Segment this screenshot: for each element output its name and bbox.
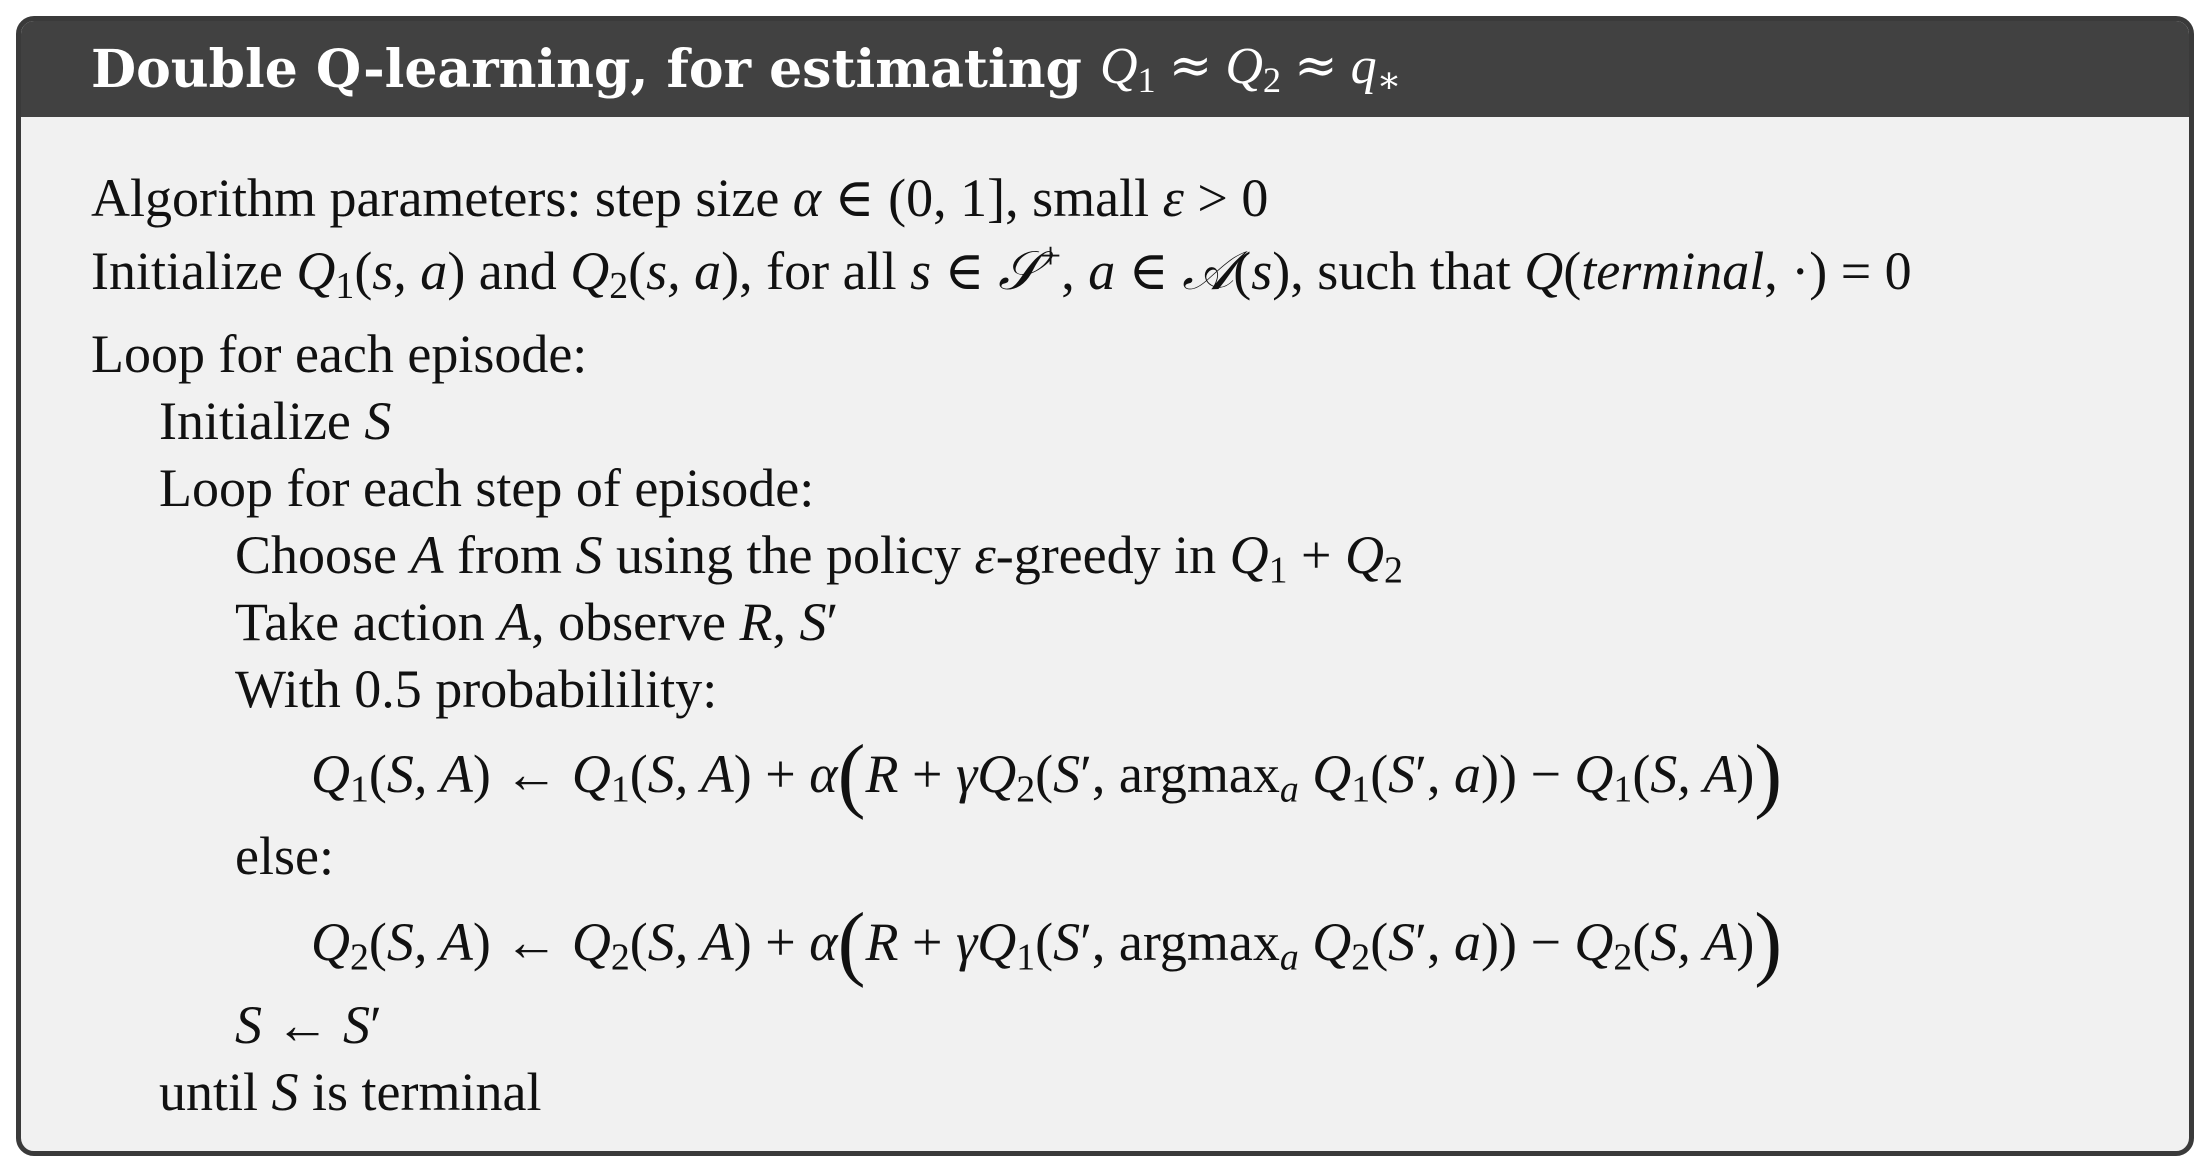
line-take-action: Take action A, observe R, S′ bbox=[235, 592, 839, 652]
line-initialize-q: Initialize $Q_1(s$, a) and $Q_2(s$, a), for all s ∈ 𝒮+, a ∈ 𝒜(s), such that Q(terminal, ·) = 0 bbox=[91, 235, 1912, 308]
line-assign-state: S ← S′ bbox=[235, 995, 382, 1055]
algorithm-header bbox=[21, 21, 2189, 117]
line-else: else: bbox=[235, 826, 334, 886]
line-loop-episode: Loop for each episode: bbox=[91, 324, 588, 384]
line-update-q1: $Q_1(S$, A) ← $Q_1(S$, $A) + \alpha(R + \gamma Q_2(S'$, argmax$_a$ $Q_1(S'$, $a)) - Q_1(S$, A)) bbox=[311, 728, 1783, 821]
algorithm-body bbox=[21, 117, 2189, 1151]
line-update-q2: $Q_2(S$, A) ← $Q_2(S$, $A) + \alpha(R + \gamma Q_1(S'$, argmax$_a$ $Q_2(S'$, $a)) - Q_2(S$, A)) bbox=[311, 896, 1783, 989]
line-until-terminal: until S is terminal bbox=[159, 1062, 542, 1122]
line-parameters: Algorithm parameters: step size α ∈ (0, 1], small ε > 0 bbox=[91, 168, 1269, 228]
algorithm-title-math: $Q_1 \approx Q_2 \approx q_∗$ bbox=[1099, 36, 1402, 101]
line-loop-step: Loop for each step of episode: bbox=[159, 458, 815, 518]
line-choose-action: Choose A from S using the policy ε-greedy in $Q_1 + Q_2$ bbox=[235, 525, 1403, 592]
line-with-probability: With 0.5 probabilility: bbox=[235, 659, 718, 719]
algorithm-box bbox=[16, 16, 2194, 1156]
algorithm-title: Double Q-learning, for estimating bbox=[91, 38, 1082, 100]
line-initialize-s: Initialize S bbox=[159, 391, 392, 451]
